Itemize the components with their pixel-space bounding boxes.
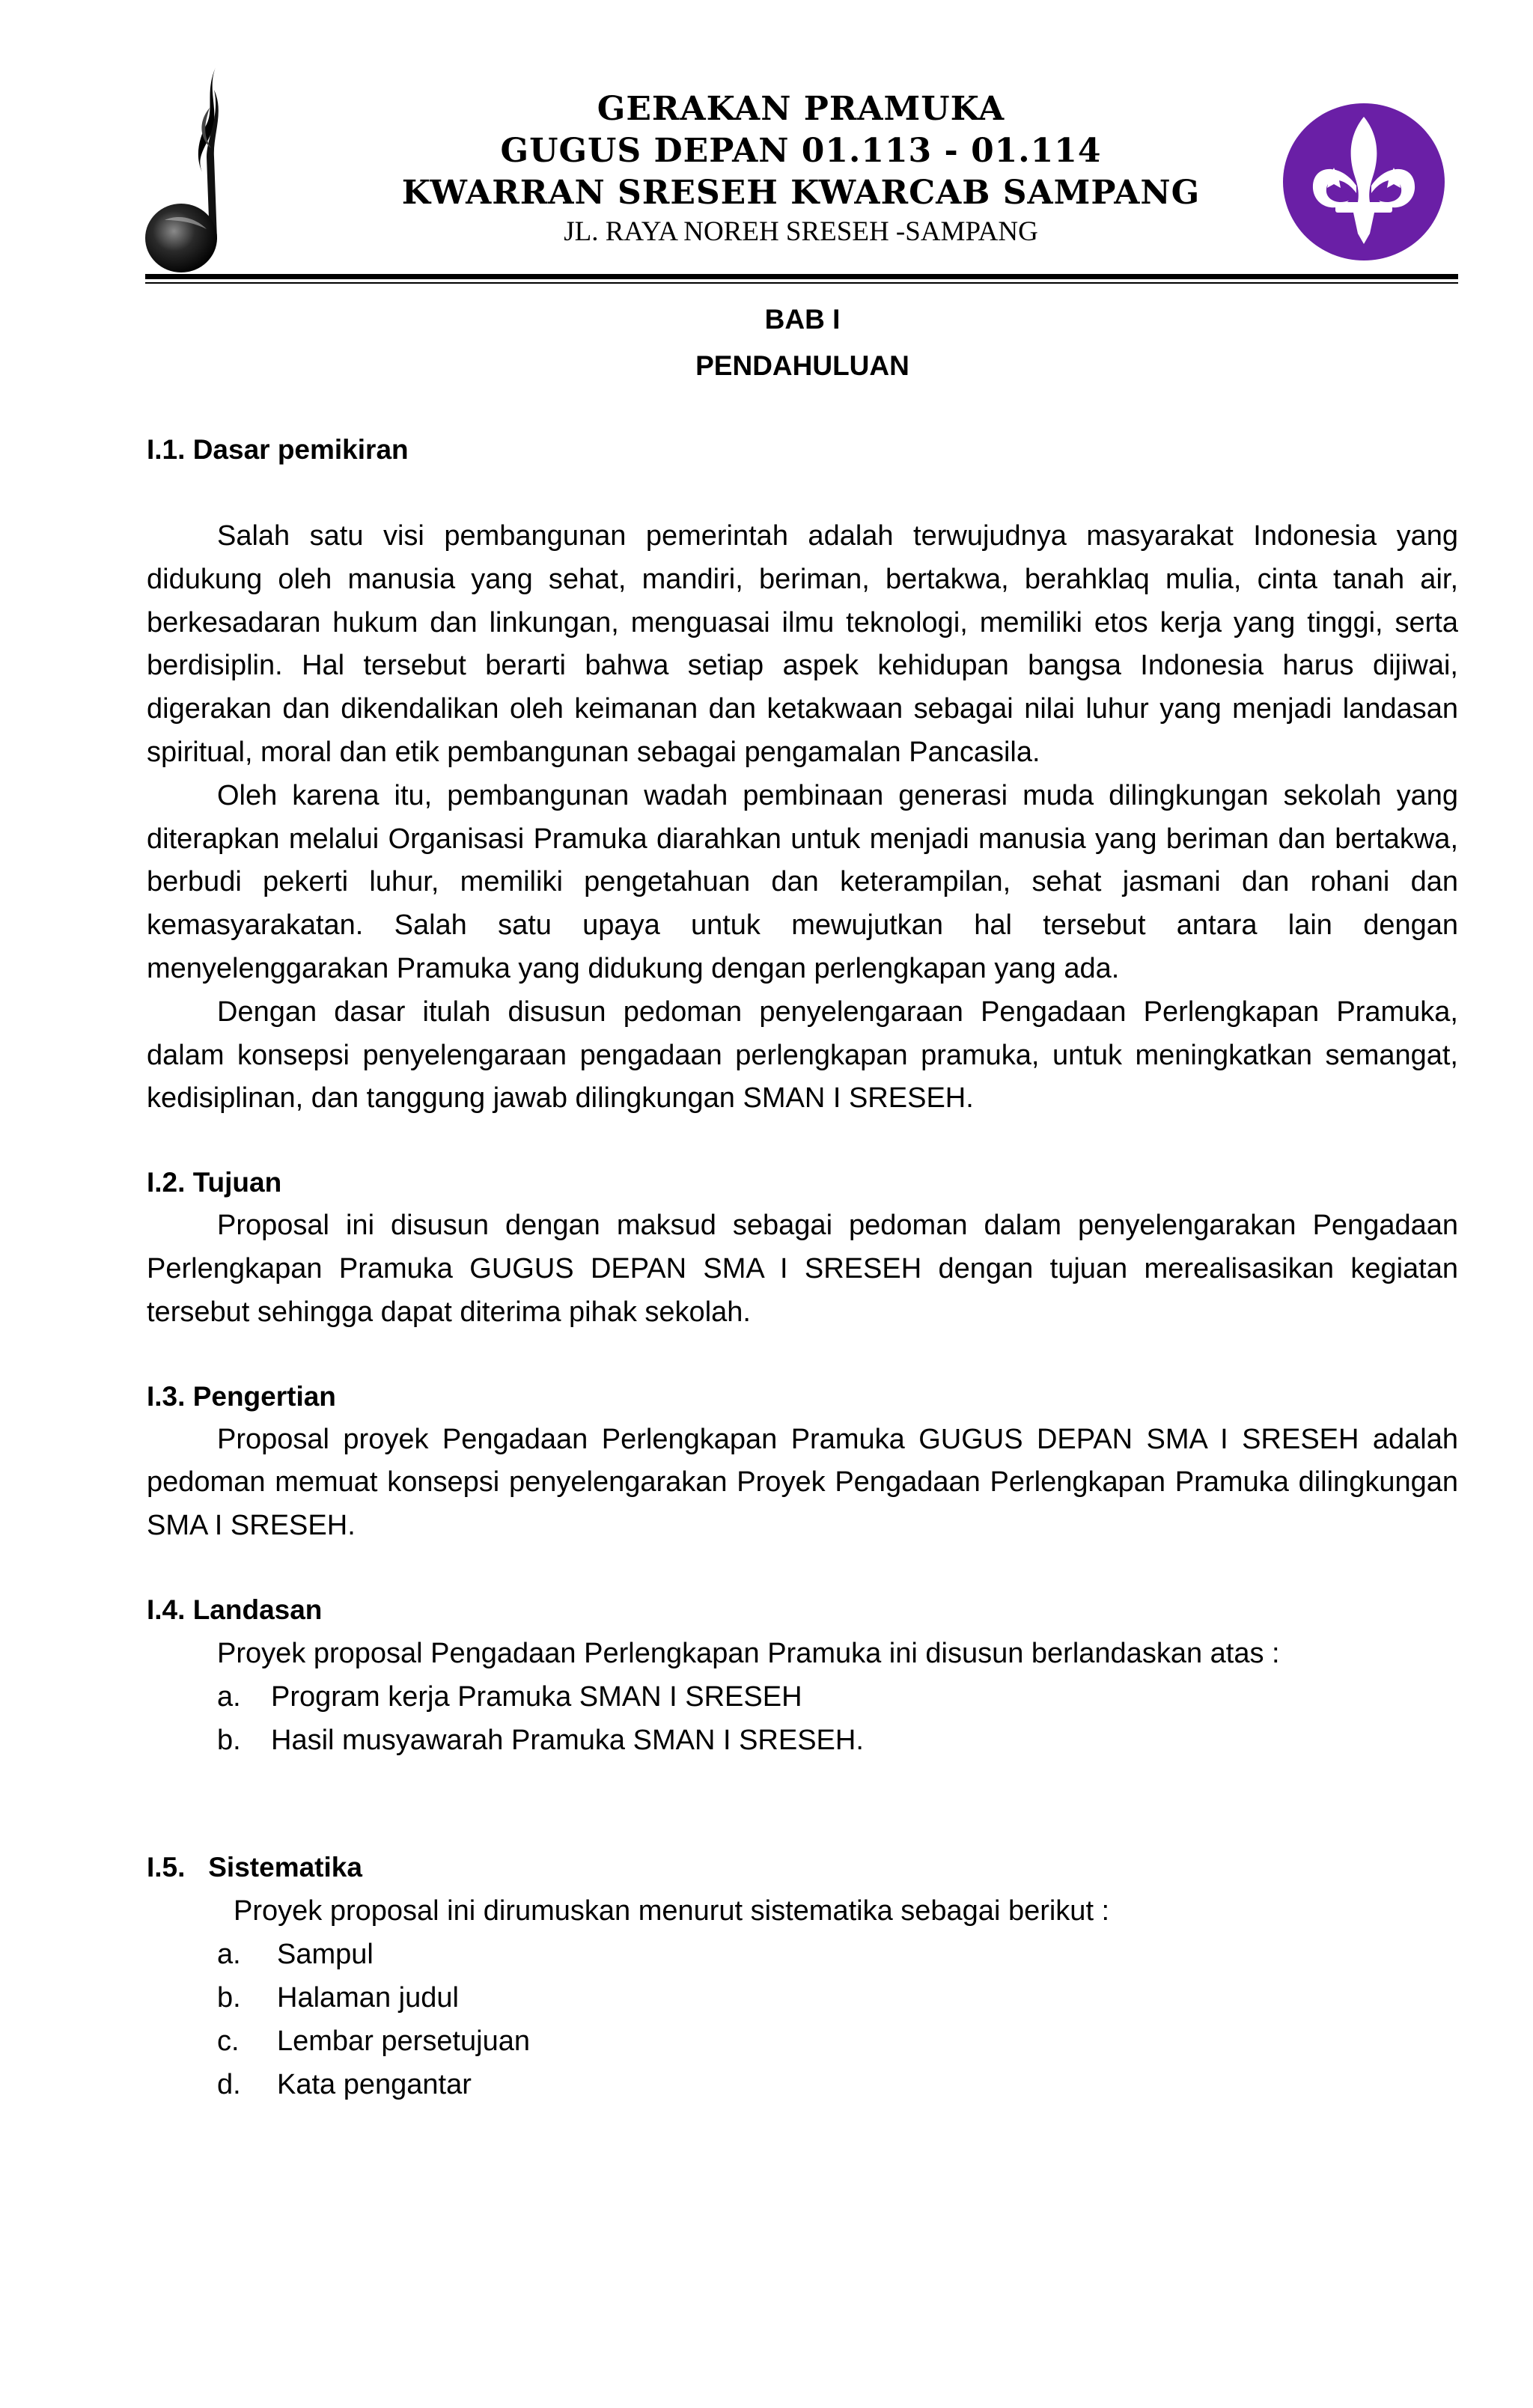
list-marker: c. (217, 2025, 240, 2057)
list-item-text: Kata pengantar (277, 2068, 472, 2100)
letterhead (314, 88, 1287, 249)
list-item (147, 1933, 1458, 1976)
list-item-text: Program kerja Pramuka SMAN I SRESEH (271, 1680, 802, 1713)
org-name-line-3: KWARRAN SRESEH KWARCAB SAMPANG (401, 174, 1201, 212)
list-marker: a. (217, 1938, 241, 1970)
paragraph: Proposal proyek Pengadaan Perlengkapan Pramuka GUGUS DEPAN SMA I SRESEH adalah pedoman memuat konsepsi penyelengarakan Proyek Pengadaan Perlengkapan Pramuka dilingkungan SMA I SRESEH. (147, 1423, 1458, 1542)
list-item (147, 2020, 1458, 2063)
tunas-kelapa-icon (142, 60, 262, 284)
list-marker: a. (217, 1680, 241, 1713)
list-item-text: Sampul (277, 1938, 374, 1970)
list-item-text: Hasil musyawarah Pramuka SMAN I SRESEH. (271, 1724, 864, 1756)
paragraph: Proposal ini disusun dengan maksud sebagai pedoman dalam penyelengarakan Pengadaan Perlengkapan Pramuka GUGUS DEPAN SMA I SRESEH dengan tujuan merealisasikan kegiatan tersebut sehingga dapat diterima pihak sekolah. (147, 1210, 1458, 1328)
section-title-tujuan: I.2. Tujuan (147, 1167, 282, 1198)
list-item (147, 1976, 1458, 2020)
chapter-number: BAB I (764, 304, 841, 335)
paragraph: Salah satu visi pembangunan pemerintah adalah terwujudnya masyarakat Indonesia yang didukung oleh manusia yang sehat, mandiri, beriman, bertakwa, berahklaq mulia, cinta tanah air, berkesadaran hukum dan linkungan, menguasai ilmu teknologi, memiliki etos kerja yang tinggi, serta berdisiplin. Hal tersebut berarti bahwa setiap aspek kehidupan bangsa Indonesia harus dijiwai, digerakan dan dikendalikan oleh keimanan dan ketakwaan sebagai nilai luhur yang menjadi landasan spiritual, moral dan etik pembangunan sebagai pengamalan Pancasila. (147, 520, 1458, 768)
list-item (147, 1675, 1458, 1719)
paragraph: Oleh karena itu, pembangunan wadah pembinaan generasi muda dilingkungan sekolah yang diterapkan melalui Organisasi Pramuka diarahkan untuk menjadi manusia yang beriman dan bertakwa, berbudi pekerti luhur, memiliki pengetahuan dan keterampilan, sehat jasmani dan rohani dan kemasyarakatan. Salah satu upaya untuk mewujutkan hal tersebut antara lain dengan menyelenggarakan Pramuka yang didukung dengan perlengkapan yang ada. (147, 779, 1458, 984)
org-address: JL. RAYA NOREH SRESEH -SAMPANG (564, 216, 1038, 247)
header-rule-thick (145, 274, 1458, 279)
document-body (147, 286, 1458, 2106)
paragraph: Dengan dasar itulah disusun pedoman penyelengaraan Pengadaan Perlengkapan Pramuka, dalam konsepsi penyelengaraan pengadaan perlengkapan pramuka, untuk meningkatkan semangat, kedisiplinan, dan tanggung jawab dilingkungan SMAN I SRESEH. (147, 996, 1458, 1115)
section-title-pengertian: I.3. Pengertian (147, 1380, 336, 1412)
section-title-sistematika: I.5. Sistematika (147, 1851, 362, 1883)
list-item (147, 1719, 1458, 1762)
list-intro: Proyek proposal ini dirumuskan menurut sistematika sebagai berikut : (234, 1895, 1110, 1927)
fleur-de-lis-emblem-icon (1281, 102, 1446, 262)
list-item-text: Lembar persetujuan (277, 2025, 530, 2057)
list-marker: b. (217, 1981, 241, 2014)
section-title-dasar-pemikiran: I.1. Dasar pemikiran (147, 434, 409, 465)
list-marker: b. (217, 1724, 241, 1756)
chapter-title: PENDAHULUAN (695, 350, 909, 381)
header-rule-thin (145, 282, 1458, 284)
list-item-text: Halaman judul (277, 1981, 459, 2014)
list-item (147, 2063, 1458, 2106)
org-name-line-1: GERAKAN PRAMUKA (597, 90, 1005, 128)
list-intro: Proyek proposal Pengadaan Perlengkapan Pramuka ini disusun berlandaskan atas : (217, 1637, 1280, 1669)
section-title-landasan: I.4. Landasan (147, 1594, 323, 1625)
list-marker: d. (217, 2068, 241, 2100)
org-name-line-2: GUGUS DEPAN 01.113 - 01.114 (500, 132, 1102, 170)
